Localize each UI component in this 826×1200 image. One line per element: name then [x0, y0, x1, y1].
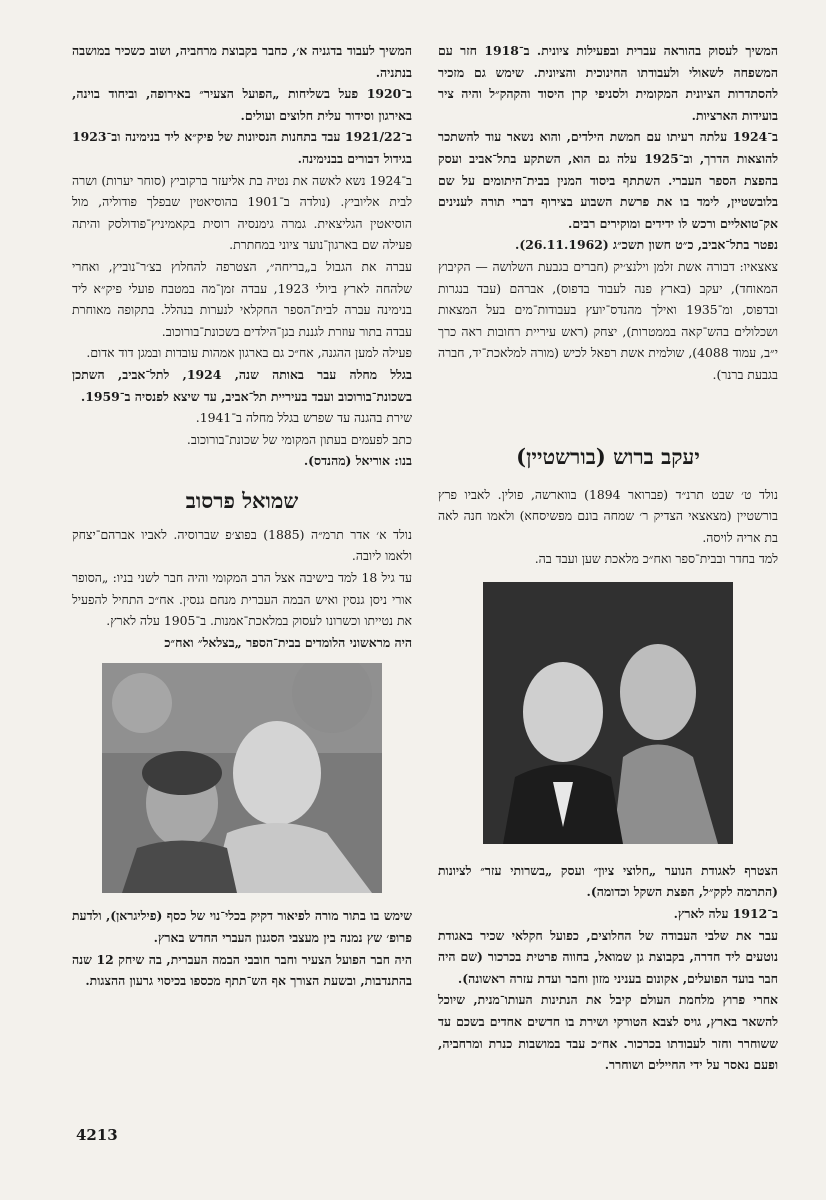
couple-photo-image	[102, 663, 382, 893]
page-number: 4213	[76, 1126, 118, 1144]
paragraph: למד בחדר ובבית־ספר ואח״כ מלאכת שען ועבד בה.	[534, 551, 778, 567]
right-text-block-3	[438, 860, 778, 1076]
paragraph: ב־1920 פעל בשליחות „הפועל הצעיר״ באירופה, וביחוד בוינה, באירגון וסידור עלית חלוצים ועולים.	[72, 86, 412, 123]
paragraph: היה מראשוני הלומדים בבית־הספר „בצלאל״ ואח״כ	[164, 634, 412, 650]
paragraph: עבר את שלבי העבודה של החלוצים, כפועל חקלאי שכיר באגודת נוטעים ליד חדרה, בקבוצת גן שמואל, בחווה פרטית בכרכור (שם היה חבר בועד הפועלים, אקונום בעניני מזון וחבר ועדת עזרה ראשונה).	[438, 927, 778, 986]
paragraph: ב־1912 עלה לארץ.	[673, 906, 778, 922]
paragraph: נפטר בתל־אביב, כ״ט חשון תשכ״ג (26.11.1962).	[515, 237, 778, 253]
paragraph: הצטרף לאגודת הנוער „חלוצי ציון״ ועסק „בשרותי עזר״ לציונות (התרמה לקק״ל, הפצת השקל וכדומה).	[438, 862, 778, 900]
paragraph: צאצאיו: דבורה אשת זלמן וילנצ׳יק (חברים בגבעת השלושה — הקיבוץ המאוחד), יעקב (בארץ פנה לעבוד בדפוס), אברהם (עבד בנגרות ובדפוס, ומ־1935 ואילך מהנדס־יועץ בעבודות־מים בעל המצאות ושכלולים בהש־קאה בממטרות), יצחק (ראש עיריית רחובות ראה כרך י״ב, עמוד 4088), שולמית אשת רפאל לכיש (מורה למלאכת־יד, חברה בגבעת ברנר).	[438, 258, 778, 382]
paragraph: עברה את הגבול ב„בריחה״, הצטרפה להחלוץ בצ׳ר־נוביץ, ואחרי שלהחה לארץ ביולי 1923, עבדה זמן־מה במטבח פועלי פיק״א ליד בנימינה עברה לבית־הספר החקלאי לנערות בנהלל. בתקופה מאוחרת עבדה בתור עוזרת לגננת בגן־הילדים בשכונת־בורוכוב.	[72, 258, 412, 339]
paragraph: המשיך לעבוד בדגניה א׳, כחבר בקבוצת מרחביה, ושוב כשכיר במושבה בנתניה.	[72, 43, 412, 80]
paragraph: ב־1924 נשא לאשה את נטיה בת אליעזר ברקוביץ (סוחר יערות) ושרה לבית אליוביץ. (נולדה ב־1901 בהוסיאטין שבפלך פודוליה, מול הוסיאטין הגליצאית. גמרה גימנסיה רוסית בקאמיניץ־פודולסק והיתה פעילה שם בארגון־נוער ציוני במחתרת.	[72, 172, 412, 253]
portrait-photo	[483, 582, 733, 844]
left-text-block-2	[72, 524, 412, 654]
paragraph: ב־1921/22 עבד בתחנות הנסיונות של פיק״א ליד בנימינה וב־1923 בגידול דבורים בבנימינה.	[72, 129, 412, 166]
couple-photo	[102, 663, 382, 893]
paragraph: נולד ט׳ שבט תרנ״ד (פברואר 1894) בווארשה, פולין. לאביו פרץ בורשטיין (מצאצאי הצדיק ר׳ שמחה בונם מפשיסחא) ולאמו חנה לאה בת אריה לויסה.	[438, 486, 778, 545]
left-text-block-1	[72, 40, 412, 472]
left-column	[72, 40, 412, 992]
biography-heading: יעקב ברוש (בורשטיין)	[516, 443, 700, 469]
paragraph: המשיך לעסוק בהוראה עברית ובפעילות ציונית. ב־1918 חזר עם המשפחה לשאולי ולעבודתו החינוכית והציונית. שימש גם מזכיר להסתדרות הציונית המקומית ולסניפי קרן היסוד והקהק״ל והיה ציר בועידות הארציות.	[438, 43, 778, 123]
paragraph: בנו: אוריאל (מהנדס).	[303, 453, 412, 469]
right-column	[438, 40, 778, 1076]
paragraph: כתב לפעמים בעתון המקומי של שכונת־בורוכוב.	[186, 431, 412, 447]
paragraph: נולד א׳ אדר תרמ״ה (1885) בפוצ׳פ שברוסיה. לאביו אברהם־יצחק ולאמו ליובה.	[72, 526, 412, 564]
paragraph: עד גיל 18 למד בישיבה אצל הרב המקומי והיה חבר לשני בניו: „הסופר אורי ניסן גנסין ואיש הבמה העברית מנחם גנסין. אח״כ התחיל להפעיל את נטייתו וכשרונו לעסוק במלאכת־אמנות. ב־1905 עלה לארץ.	[72, 570, 412, 629]
paragraph: פעילה למען ההגנה, אח״כ גם בארגון אמהות עובדות ובמגן דוד אדום.	[86, 345, 412, 361]
biography-heading: שמואל פרסוב	[185, 487, 299, 513]
paragraph: ב־1924 עלתה רעיתו עם חמשת הילדים, והוא נשאר עוד להשתכר להוצאות הדרך, וב־1925 עלה גם הוא, השתקע בתל־אביב ועסק בהפצת הספר העברי. השתתף ביסוד המנין בבית־היתומים על שם בלובשטיין, לימד בו את פרשת השבוע בצירוף דברי תורה לענינים אק־טואליים ורכש לו ידידים ומוקירים רבים.	[438, 129, 778, 231]
paragraph: בגלל מחלה עבר באותה שנה, 1924, לתל־אביב, השתכן בשכונת־בורוכוב ועבד בעיריית תל־אביב, עד שיצא לפנסיה ב־1959.	[72, 366, 412, 404]
paragraph: שימש בו בתור מורה לפיאור דקיק בכלי־נוי של כסף (פיליגראן), ולדעת פרופ׳ שץ נמנה בין מעצבי הסגנון העברי החדש בארץ.	[72, 908, 412, 946]
right-text-block-1	[438, 40, 778, 386]
portrait-photo-image	[483, 582, 733, 844]
right-text-block-2	[438, 484, 778, 570]
paragraph: אחרי פרוץ מלחמת העולם קיבל את הנתינות העותו־מנית, שיוכל להשאר בארץ, גויס לצבא הטורקי ושירת בו חדשים אחדים בשכם עד ששוחרר וחזר לעבודתו בכרכור. אח״כ עבד במושבות כנרת ומרחביה, ופעם נאסר על ידי החיילים ושוחרר.	[438, 992, 778, 1073]
paragraph: שירת בהגנה עד שפרש בגלל מחלה ב־1941.	[195, 410, 412, 426]
left-text-block-3	[72, 905, 412, 991]
paragraph: היה חבר הפועל הצעיר וחבר חובבי הבמה העברית, בה שיחק 12 שנה בהתנדבות, ובשעת הצורך אף הש־תתף מכספו בכיסוי גרעון ההצגות.	[72, 951, 412, 989]
